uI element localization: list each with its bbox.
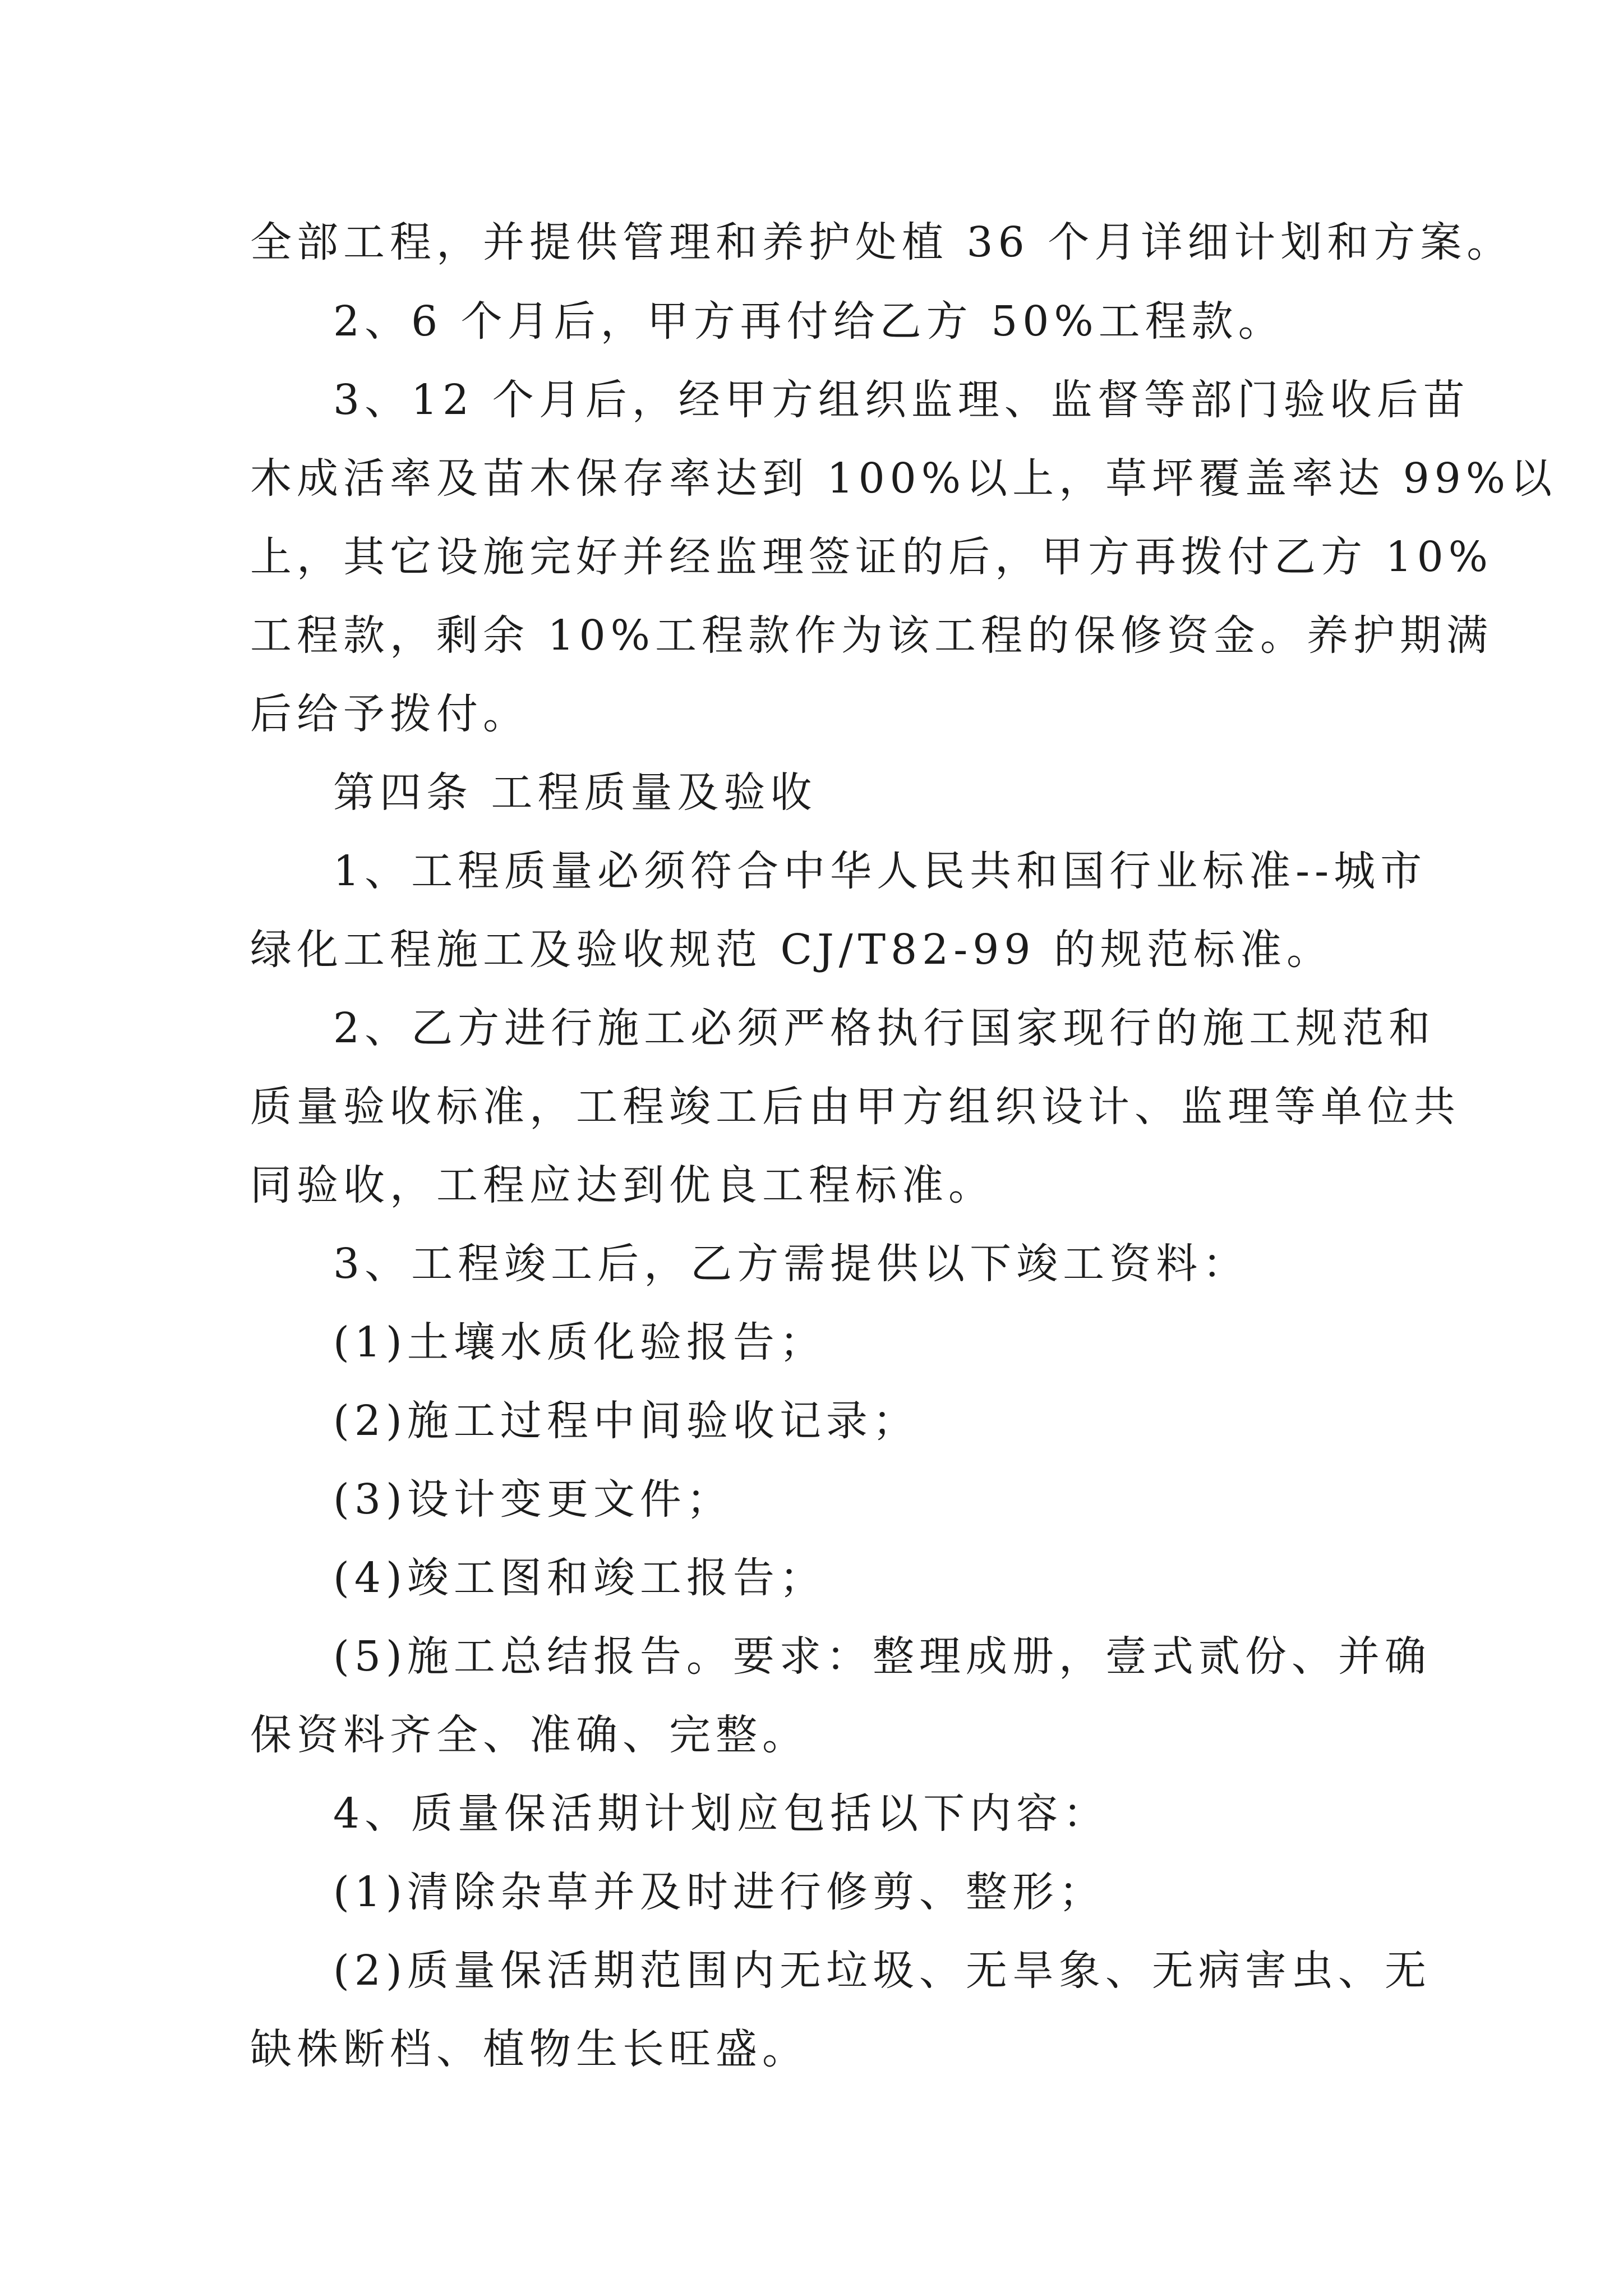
paragraph-line: 2、乙方进行施工必须严格执行国家现行的施工规范和 <box>333 1004 1436 1052</box>
list-item: (4)竣工图和竣工报告； <box>333 1554 826 1602</box>
paragraph-line: 上，其它设施完好并经监理签证的后，甲方再拨付乙方 10% <box>250 533 1493 581</box>
list-item: (1)土壤水质化验报告； <box>333 1318 826 1366</box>
paragraph-line: 木成活率及苗木保存率达到 100%以上，草坪覆盖率达 99%以 <box>250 454 1557 503</box>
paragraph-line: 工程款，剩余 10%工程款作为该工程的保修资金。养护期满 <box>250 611 1493 660</box>
paragraph-line: 绿化工程施工及验收规范 CJ/T82-99 的规范标准。 <box>250 926 1333 974</box>
list-item: (1)清除杂草并及时进行修剪、整形； <box>333 1868 1105 1916</box>
list-item-continuation: 保资料齐全、准确、完整。 <box>250 1711 809 1759</box>
list-item: (2)质量保活期范围内无垃圾、无旱象、无病害虫、无 <box>333 1947 1431 1995</box>
list-item: (5)施工总结报告。要求：整理成册，壹式贰份、并确 <box>333 1632 1431 1681</box>
paragraph-line: 1、工程质量必须符合中华人民共和国行业标准--城市 <box>333 847 1427 895</box>
paragraph-line: 质量验收标准，工程竣工后由甲方组织设计、监理等单位共 <box>250 1083 1460 1131</box>
paragraph-line: 3、工程竣工后，乙方需提供以下竣工资料： <box>333 1240 1249 1288</box>
paragraph-line: 4、质量保活期计划应包括以下内容： <box>333 1789 1110 1838</box>
paragraph-line: 全部工程，并提供管理和养护处植 36 个月详细计划和方案。 <box>250 218 1514 266</box>
list-item: (2)施工过程中间验收记录； <box>333 1397 919 1445</box>
paragraph-line: 2、6 个月后，甲方再付给乙方 50%工程款。 <box>333 297 1285 346</box>
paragraph-line: 3、12 个月后，经甲方组织监理、监督等部门验收后苗 <box>333 376 1470 424</box>
paragraph-line: 后给予拨付。 <box>250 690 529 738</box>
paragraph-line: 同验收，工程应达到优良工程标准。 <box>250 1161 995 1209</box>
list-item: (3)设计变更文件； <box>333 1475 733 1524</box>
section-heading: 第四条 工程质量及验收 <box>333 769 817 817</box>
list-item-continuation: 缺株断档、植物生长旺盛。 <box>250 2025 809 2073</box>
